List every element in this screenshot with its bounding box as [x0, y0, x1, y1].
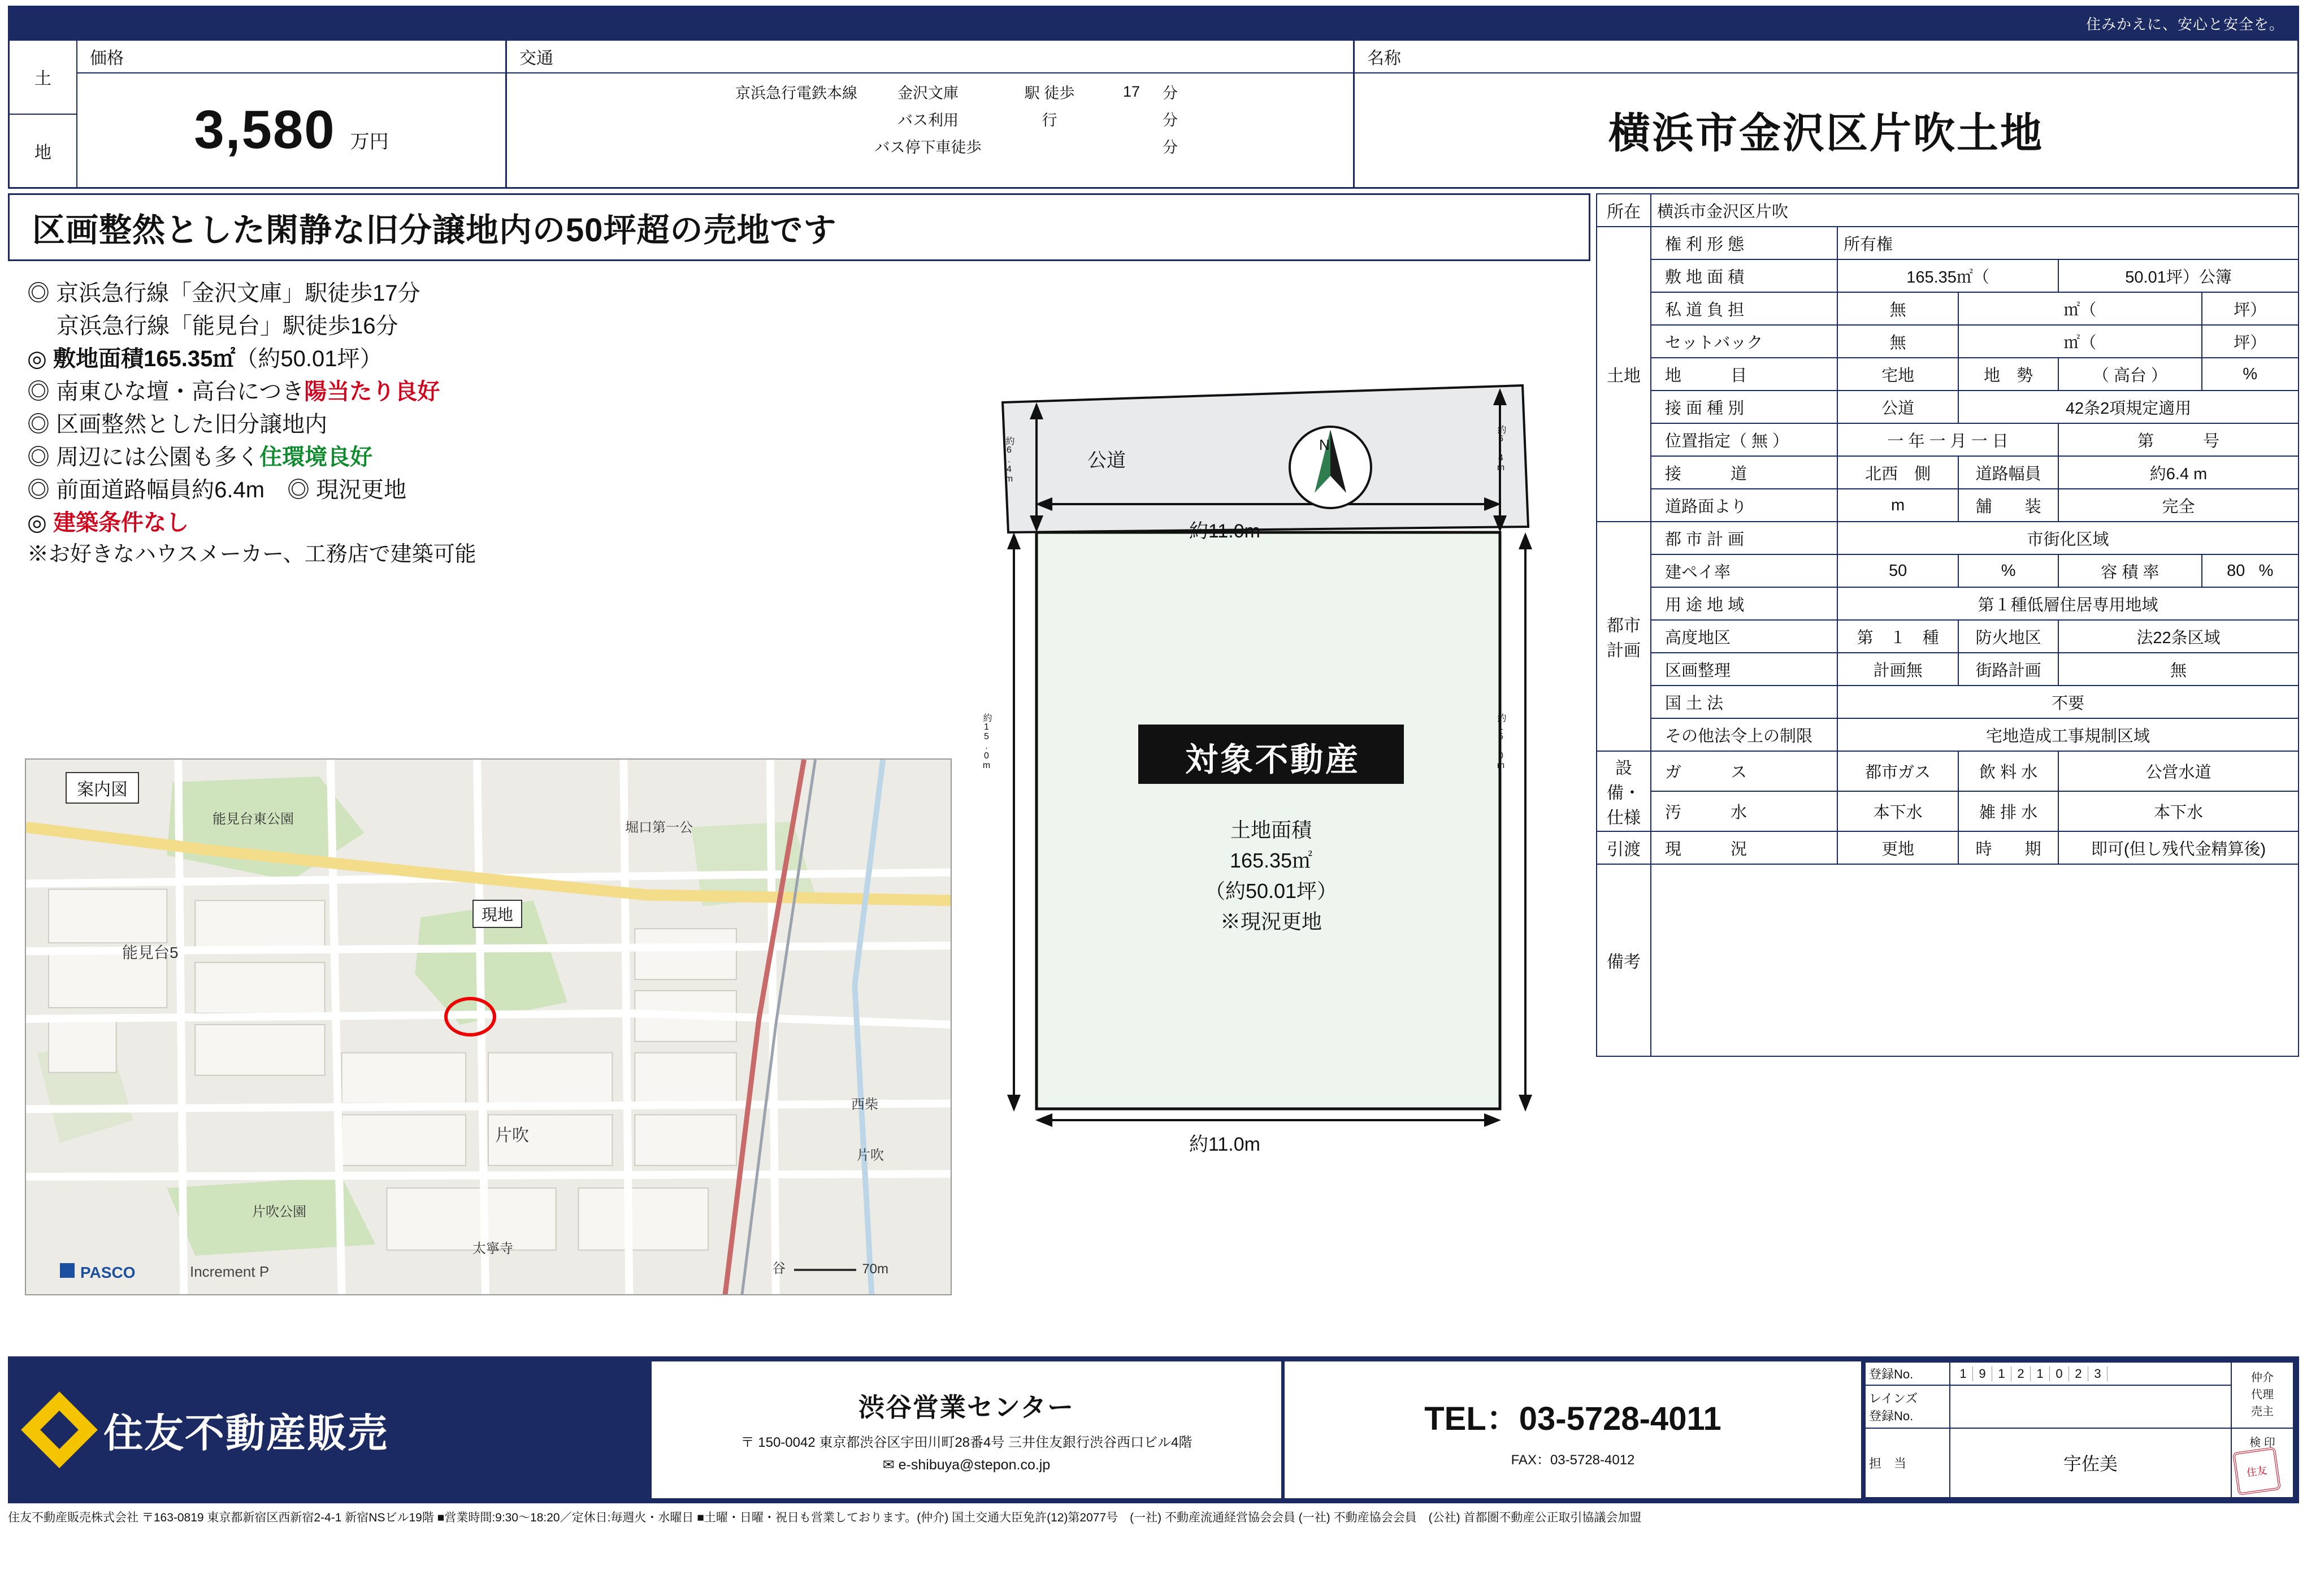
spec-key: セットバック [1651, 325, 1837, 358]
map-title-label: 案内図 [66, 772, 139, 804]
spec-group-delivery: 引渡 [1597, 831, 1651, 864]
spec-value: 市街化区域 [1837, 522, 2299, 554]
spec-value: 宅地 [1837, 358, 1958, 391]
pasco-mark-icon [60, 1263, 75, 1278]
property-name-cell [1355, 41, 2297, 187]
approval-cell [2231, 1428, 2293, 1498]
spec-value: 第 １ 種 [1837, 620, 1958, 653]
spec-value-3: 完全 [2058, 489, 2299, 522]
table-row [1597, 522, 2299, 554]
tel-label: TEL： [1424, 1400, 1519, 1437]
table-row [1597, 791, 2299, 831]
spec-value: 50 [1837, 554, 1958, 587]
map-site-marker [444, 997, 496, 1036]
plan-area-note: ※現況更地 [1220, 910, 1322, 933]
spec-key: 接 道 [1651, 456, 1837, 489]
spec-value-2: 道路幅員 [1958, 456, 2058, 489]
fax-number: FAX：03-5728-4012 [1511, 1452, 1635, 1468]
branch-email [883, 1456, 1051, 1473]
spec-value-2: 飲 料 水 [1958, 751, 2058, 791]
traffic-unit: 分 [1163, 138, 1178, 156]
spec-key: 私 道 負 担 [1651, 292, 1837, 325]
map-site-label: 現地 [472, 900, 522, 928]
plan-area-title: 土地面積 [1230, 818, 1312, 842]
telephone-number[interactable] [1424, 1392, 1721, 1439]
headline-text: 区画整然とした閑静な旧分譲地内の50坪超の売地です [32, 212, 837, 249]
spec-value: 不要 [1837, 686, 2299, 718]
spec-key: 汚 水 [1651, 791, 1837, 831]
reg-digit: 1 [2031, 1367, 2050, 1381]
spec-value: 公道 [1837, 391, 1958, 423]
traffic-rows [507, 73, 1353, 159]
price-label: 価格 [77, 41, 505, 73]
spec-value-other-law: 宅地造成工事規制区域 [1837, 718, 2299, 751]
slogan-text: 住みかえに、安心と安全を。 [2085, 15, 2284, 33]
plan-bottom-width: 約11.0m [1189, 1134, 1260, 1155]
map-place-label: 能見台東公園 [213, 812, 294, 827]
spec-value-2: 街路計画 [1958, 653, 2058, 686]
table-row [1597, 587, 2299, 620]
spec-value-4: % [2202, 358, 2299, 391]
spec-key: 高度地区 [1651, 620, 1837, 653]
traffic-minutes: 17 [1122, 83, 1141, 100]
map-place-label: 谷 [772, 1261, 786, 1276]
spec-value-3: 約6.4 m [2058, 456, 2299, 489]
traffic-unit: 分 [1163, 84, 1178, 102]
spec-location-value: 横浜市金沢区片吹 [1651, 194, 2299, 227]
approval-label: 検 印 [2249, 1436, 2275, 1449]
map-scale-value: 70m [862, 1261, 888, 1277]
spec-value: 本下水 [1837, 791, 1958, 831]
body-area [8, 193, 2299, 1318]
spec-key: ガ ス [1651, 751, 1837, 791]
footer-area [8, 1356, 2299, 1527]
role-urinushi: 売主 [2251, 1406, 2274, 1419]
price-cell [77, 41, 507, 187]
spec-value-2: 舗 装 [1958, 489, 2058, 522]
table-row [1597, 620, 2299, 653]
telephone-block [1285, 1361, 1861, 1498]
spec-value: 都市ガス [1837, 751, 1958, 791]
spec-value: 一 年 一 月 一 日 [1837, 423, 2058, 456]
spec-value-3: 坪） [2202, 292, 2299, 325]
plan-right-road-depth: 約6.4m [1496, 425, 1506, 472]
plan-area-tsubo: （約50.01坪） [1204, 879, 1338, 903]
table-row [1865, 1428, 2293, 1498]
role-chukai: 仲介 [2251, 1372, 2274, 1385]
property-spec-table [1596, 193, 2299, 1057]
spec-value-2: 雑 排 水 [1958, 791, 2058, 831]
spec-group-land: 土地 [1597, 227, 1651, 522]
spec-value: 165.35㎡（ [1837, 259, 2058, 292]
map-place-label: 片吹公園 [252, 1204, 306, 1220]
traffic-row [507, 105, 1353, 132]
spec-key: 地 目 [1651, 358, 1837, 391]
reg-digit: 3 [2088, 1367, 2107, 1381]
reg-digit: 2 [2011, 1367, 2031, 1381]
table-row [1597, 194, 2299, 227]
reins-label: レインズ 登録No. [1865, 1385, 1950, 1428]
spec-key-other-law: その他法令上の制限 [1651, 718, 1837, 751]
traffic-line: 京浜急行電鉄本線 [735, 84, 857, 102]
stamp-text: 住友 [2245, 1464, 2268, 1479]
left-column [8, 193, 1590, 1318]
spec-value-2: % [1958, 554, 2058, 587]
spec-key: 敷 地 面 積 [1651, 259, 1837, 292]
price-unit: 万円 [350, 131, 389, 153]
traffic-mode: 行 [1042, 111, 1057, 129]
spec-value-2: 時 期 [1958, 831, 2058, 864]
compass-north-label: N [1319, 436, 1330, 453]
spec-group-city-plan: 都市 計画 [1597, 522, 1651, 751]
spec-value: 無 [1837, 292, 1958, 325]
spec-value-2: 第 号 [2058, 423, 2299, 456]
plan-area-m2: 165.35㎡ [1229, 849, 1313, 872]
spec-group-equipment: 設備・ 仕様 [1597, 751, 1651, 831]
spec-value-3: 法22条区域 [2058, 620, 2299, 653]
reins-value [1950, 1385, 2231, 1428]
plan-top-width: 約11.0m [1189, 521, 1260, 542]
location-map[interactable] [25, 758, 952, 1295]
table-row [1597, 653, 2299, 686]
map-credit-incrementp: Increment P [190, 1263, 270, 1280]
registration-table [1864, 1361, 2294, 1498]
table-row [1597, 554, 2299, 587]
spec-value: 無 [1837, 325, 1958, 358]
table-row [1597, 423, 2299, 456]
branch-address: 〒 150-0042 東京都渋谷区宇田川町28番4号 三井住友銀行渋谷西口ビル4階 [740, 1434, 1192, 1450]
traffic-row [507, 78, 1353, 105]
traffic-row [507, 132, 1353, 159]
spec-key: 位置指定（ 無 ） [1651, 423, 1837, 456]
traffic-unit: 分 [1163, 111, 1178, 129]
spec-key: 区画整理 [1651, 653, 1837, 686]
spec-value-2: 50.01坪）公簿 [2058, 259, 2299, 292]
spec-key: 現 況 [1651, 831, 1837, 864]
table-row [1597, 325, 2299, 358]
spec-group-remarks: 備考 [1597, 864, 1651, 1056]
spec-value-2: 42条2項規定適用 [1958, 391, 2299, 423]
plan-right-depth: 約15.0m [1496, 713, 1506, 770]
legal-disclaimer: 住友不動産販売株式会社 〒163-0819 東京都新宿区西新宿2-4-1 新宿NSビル19階 ■営業時間:9:30～18:20／定休日:毎週火・水曜日 ■土曜・日曜・祝日も営業しております。(仲介) 国土交通大臣免許(12)第2077号 (一社) 不動産流通経営協会会員 (一社) 不動産協会会員 (公社) 首都圏不動産公正取引協議会加盟 [8, 1511, 1642, 1524]
spec-value-3: 即可(但し残代金精算後) [2058, 831, 2299, 864]
mail-icon: ✉ [882, 1456, 895, 1473]
company-logo-icon [21, 1391, 98, 1468]
map-scale-label [794, 1261, 888, 1277]
branch-name: 渋谷営業センター [858, 1392, 1075, 1422]
role-dairi: 代理 [2251, 1389, 2274, 1402]
pasco-text: PASCO [80, 1264, 136, 1281]
spec-key: 道路面より [1651, 489, 1837, 522]
list-item: ◎ 区画整然とした旧分譲地内 [27, 412, 328, 437]
type-char-1: 土 [10, 41, 76, 115]
spec-value: 更地 [1837, 831, 1958, 864]
spec-value-3: 公営水道 [2058, 751, 2299, 791]
list-item: 京浜急行線「能見台」駅徒歩16分 [57, 314, 398, 339]
spec-key: 国 土 法 [1651, 686, 1837, 718]
subject-property-banner: 対象不動産 [1185, 741, 1360, 778]
reg-no-digits [1950, 1362, 2231, 1385]
table-row [1865, 1362, 2293, 1385]
traffic-label: 交通 [507, 41, 1353, 73]
map-place-label: 片吹 [495, 1126, 529, 1145]
reg-digit: 0 [2050, 1367, 2069, 1381]
table-row [1597, 831, 2299, 864]
spec-key: 都 市 計 画 [1651, 522, 1837, 554]
spec-value-3: 容 積 率 [2058, 554, 2201, 587]
property-type-cell [10, 41, 77, 187]
email-text[interactable]: e-shibuya@stepon.co.jp [898, 1456, 1051, 1473]
spec-value-2: 防火地区 [1958, 620, 2058, 653]
table-row [1597, 456, 2299, 489]
traffic-mode: 駅 徒歩 [1024, 84, 1075, 102]
site-plan-diagram [969, 363, 1562, 1295]
property-name: 横浜市金沢区片吹土地 [1608, 110, 2044, 157]
spec-table-column [1596, 193, 2299, 1318]
table-row [1597, 259, 2299, 292]
table-row [1597, 391, 2299, 423]
company-logo-block [10, 1358, 648, 1502]
map-place-label: 太寧寺 [472, 1241, 513, 1256]
list-item: ◎ 周辺には公園も多く住環境良好 [27, 445, 373, 470]
approval-stamp-icon [2232, 1447, 2281, 1495]
reg-digit: 1 [1992, 1367, 2011, 1381]
plan-area-block [1138, 815, 1404, 937]
registration-block [1864, 1361, 2294, 1498]
spec-value-4: 80 % [2202, 554, 2299, 587]
map-place-label: 西柴 [851, 1097, 878, 1112]
reg-digit: 9 [1973, 1367, 1992, 1381]
price-amount: 3,580 [194, 99, 336, 160]
spec-value: 計画無 [1837, 653, 1958, 686]
list-item: ◎ 敷地面積165.35㎡（約50.01坪） [27, 346, 383, 371]
table-row [1597, 292, 2299, 325]
spec-value: 北西 側 [1837, 456, 1958, 489]
spec-value-3: 坪） [2202, 325, 2299, 358]
spec-key: 建ペイ率 [1651, 554, 1837, 587]
list-item: ◎ 建築条件なし [27, 510, 189, 535]
spec-value: 所有権 [1837, 227, 2299, 259]
reg-digit: 2 [2069, 1367, 2088, 1381]
table-row [1597, 358, 2299, 391]
spec-group-location: 所在 [1597, 194, 1651, 227]
staff-label: 担 当 [1865, 1428, 1950, 1498]
reg-no-label: 登録No. [1865, 1362, 1950, 1385]
contact-bar [8, 1356, 2299, 1503]
traffic-station: 金沢文庫 [897, 84, 959, 102]
tel-value: 03-5728-4011 [1519, 1400, 1721, 1437]
spec-key: 権 利 形 態 [1651, 227, 1837, 259]
list-item: ◎ 京浜急行線「金沢文庫」駅徒歩17分 [27, 281, 420, 306]
spec-value-2: ㎡（ [1958, 292, 2201, 325]
traffic-station: バス利用 [897, 111, 959, 129]
table-row [1865, 1385, 2293, 1428]
spec-value: m [1837, 489, 1958, 522]
traffic-station: バス停下車徒歩 [874, 138, 982, 156]
map-place-label: 堀口第一公 [625, 820, 693, 835]
spec-value-3: 本下水 [2058, 791, 2299, 831]
table-row [1597, 751, 2299, 791]
spec-key: 用 途 地 域 [1651, 587, 1837, 620]
spec-value-2: 地 勢 [1958, 358, 2058, 391]
branch-block [652, 1361, 1281, 1498]
traffic-cell [507, 41, 1355, 187]
staff-name: 宇佐美 [1950, 1428, 2231, 1498]
price-value-wrap [77, 73, 505, 187]
name-label: 名称 [1355, 41, 2297, 73]
plan-road-label: 公道 [1087, 450, 1126, 471]
table-row [1597, 686, 2299, 718]
list-item: ◎ 南東ひな壇・高台につき陽当たり良好 [27, 379, 440, 404]
company-name: 住友不動産販売 [103, 1411, 388, 1455]
plan-left-road-depth: 約6.4m [1004, 436, 1014, 484]
spec-value-2: ㎡（ [1958, 325, 2201, 358]
table-row [1597, 227, 2299, 259]
list-item: ◎ 前面道路幅員約6.4m ◎ 現況更地 [27, 478, 407, 502]
spec-value-3: 無 [2058, 653, 2299, 686]
top-slogan-bar [8, 6, 2299, 41]
reg-digit: 1 [1954, 1367, 1973, 1381]
spec-remarks-value [1651, 864, 2299, 1056]
role-cell [2231, 1362, 2293, 1428]
type-char-2: 地 [34, 143, 51, 162]
spec-key: 接 面 種 別 [1651, 391, 1837, 423]
table-row [1597, 718, 2299, 751]
table-row [1597, 864, 2299, 1056]
map-place-label: 能見台5 [122, 944, 179, 961]
map-credit-pasco [60, 1263, 136, 1282]
spec-value: 第１種低層住居専用地域 [1837, 587, 2299, 620]
plan-left-depth: 約15.0m [982, 713, 991, 770]
list-item: ※お好きなハウスメーカー、工務店で建築可能 [27, 543, 476, 566]
header-info-row [8, 41, 2299, 189]
headline-banner [8, 193, 1590, 261]
spec-value-3: （ 高台 ） [2058, 358, 2201, 391]
map-place-label: 片吹 [857, 1148, 884, 1163]
table-row [1597, 489, 2299, 522]
